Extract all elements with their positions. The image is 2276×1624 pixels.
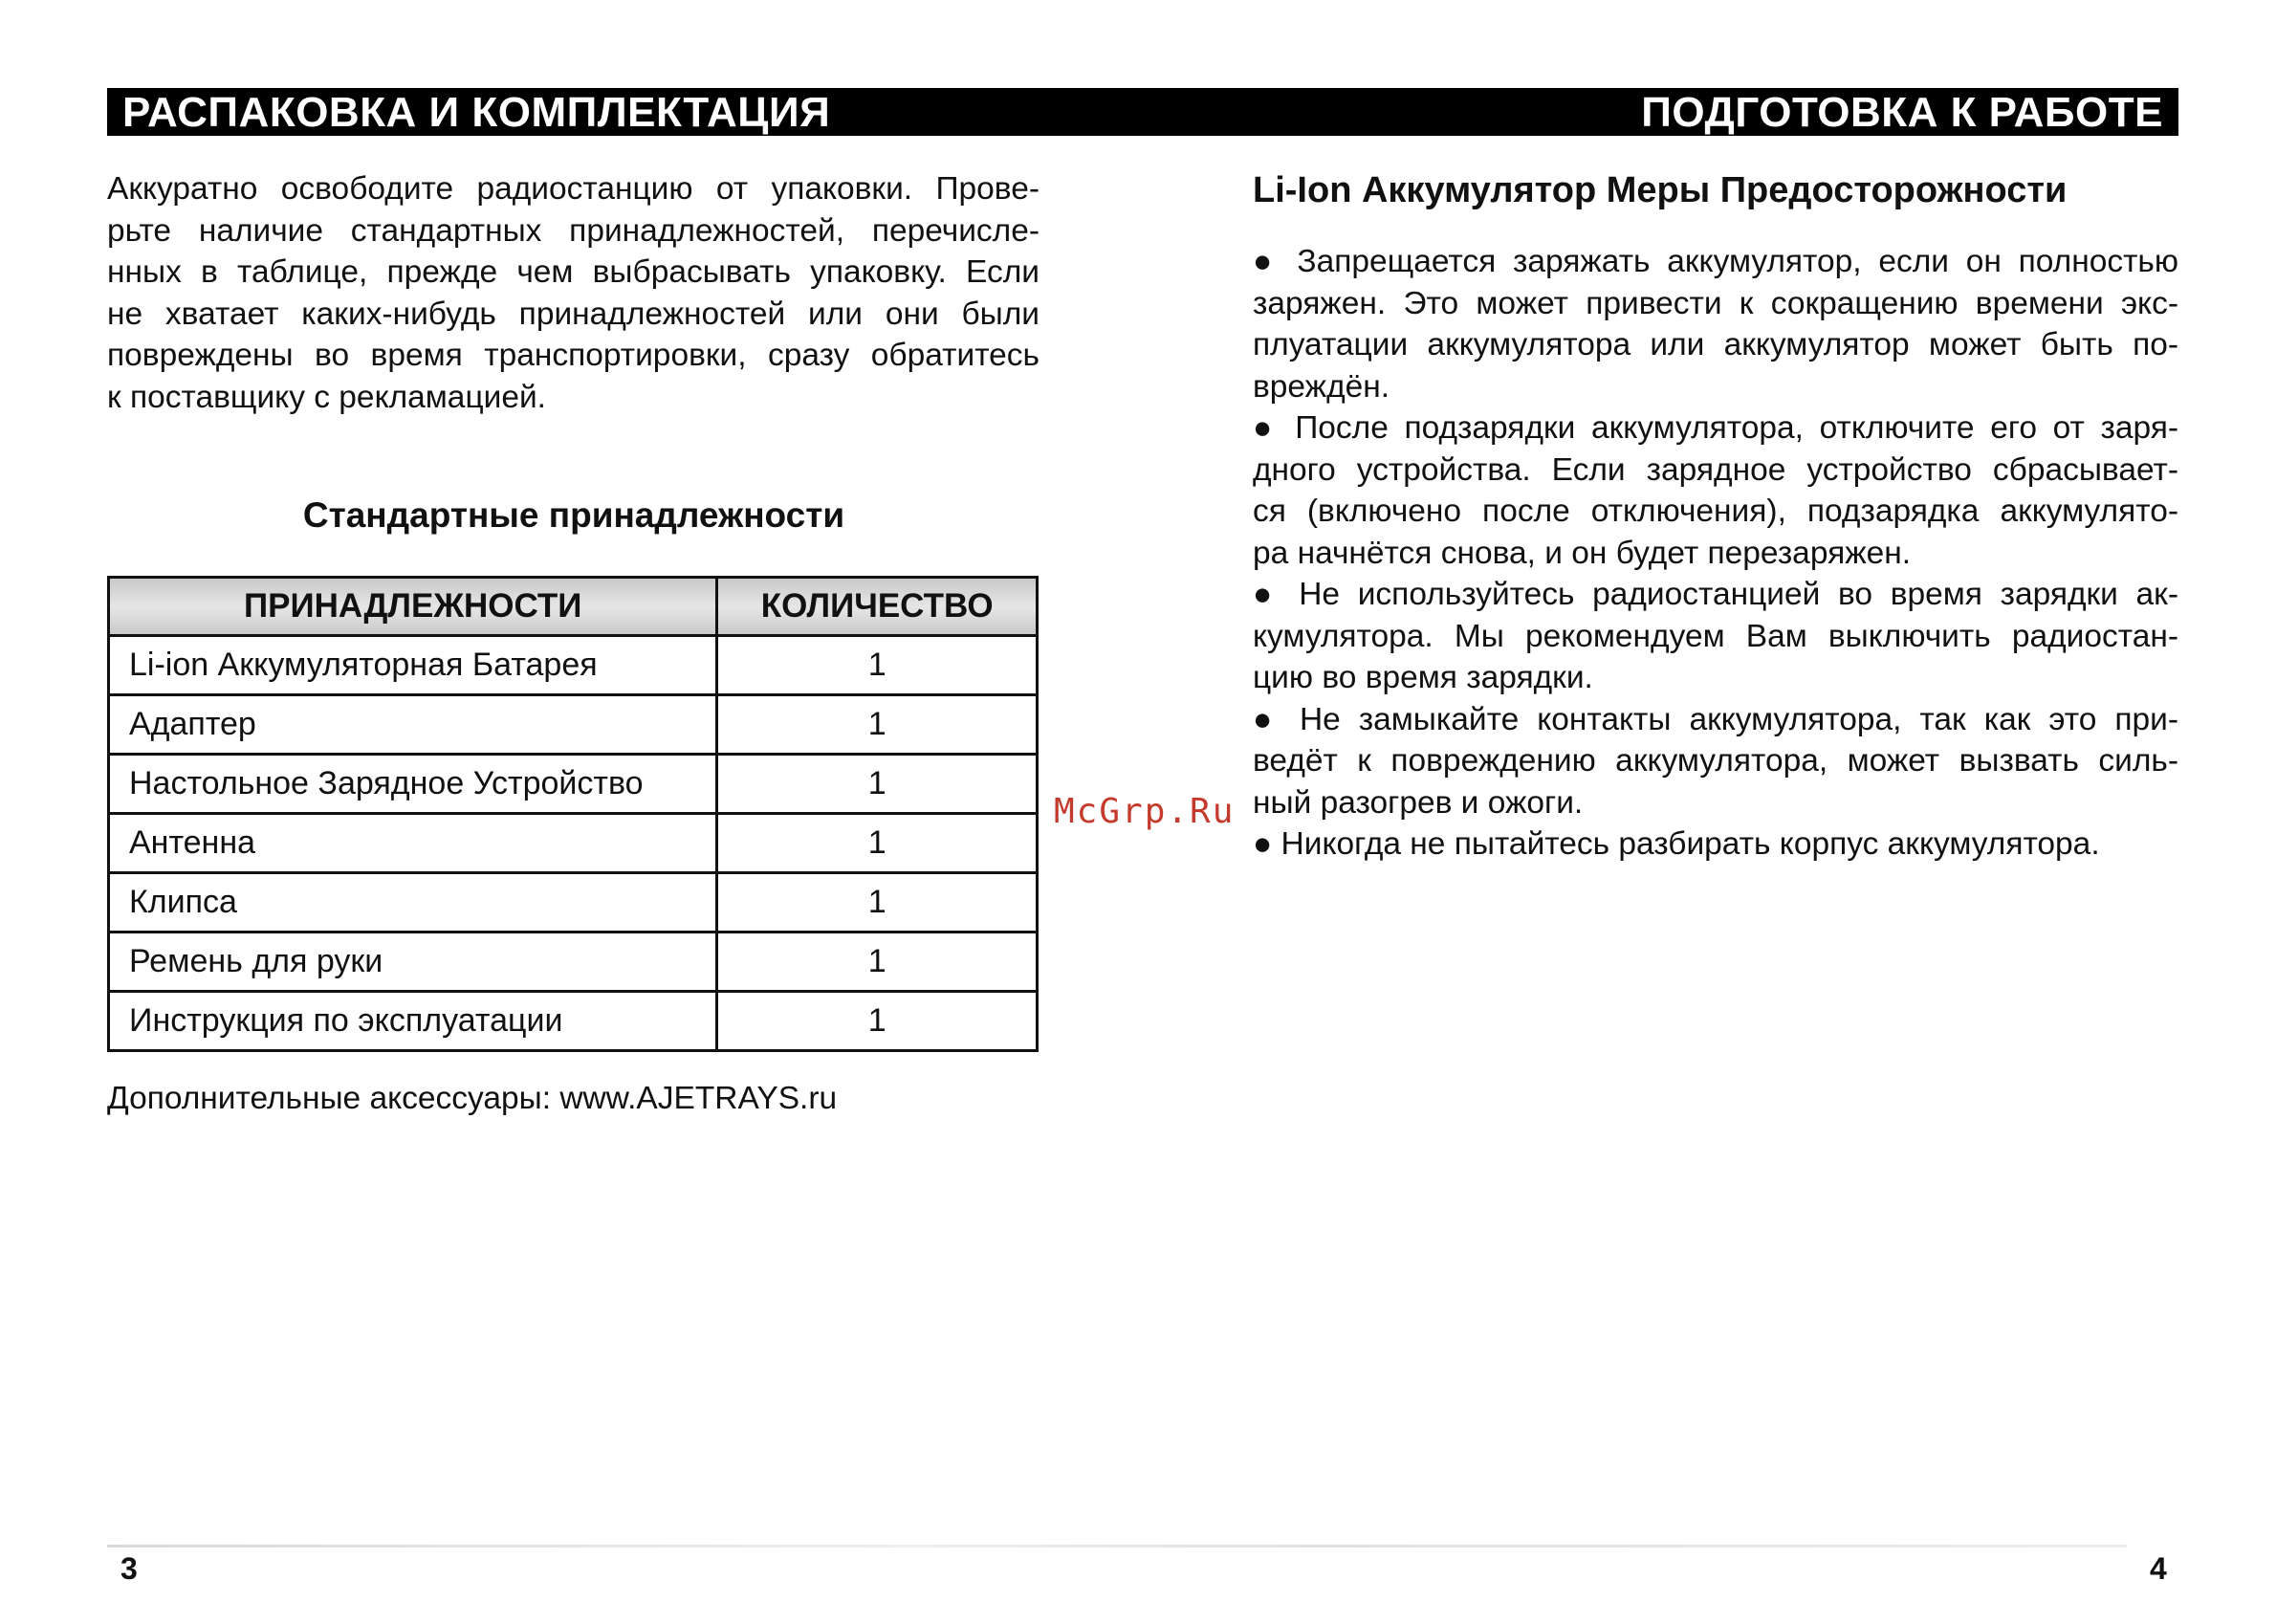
accessory-name: Клипса	[109, 873, 717, 933]
right-page-number: 4	[2150, 1551, 2167, 1586]
table-row	[109, 695, 1038, 755]
watermark: McGrp.Ru	[1054, 792, 1236, 831]
accessory-name: Ремень для руки	[109, 933, 717, 992]
footer-divider	[107, 1545, 2127, 1547]
accessory-quantity: 1	[717, 992, 1038, 1051]
intro-line: к поставщику с рекламацией.	[107, 379, 546, 415]
precaution-line: кумулятора. Мы рекомендуем Вам выключить радиостан-	[1253, 618, 2178, 654]
accessory-name: Адаптер	[109, 695, 717, 755]
unpacking-intro-paragraph	[107, 168, 1040, 418]
intro-line: повреждены во время транспортировки, сразу обратитесь	[107, 338, 1040, 373]
battery-precautions-list	[1253, 241, 2178, 866]
precaution-line: ● После подзарядки аккумулятора, отключите его от заря-	[1253, 410, 2178, 446]
precaution-line: вреждён.	[1253, 368, 1390, 405]
intro-line: Аккуратно освободите радиостанцию от упаковки. Прове-	[107, 171, 1040, 207]
table-row	[109, 755, 1038, 814]
accessories-table-title: Стандартные принадлежности	[302, 495, 845, 535]
table-row	[109, 992, 1038, 1051]
accessory-quantity: 1	[717, 755, 1038, 814]
accessory-name: Настольное Зарядное Устройство	[109, 755, 717, 814]
precaution-line: ● Никогда не пытайтесь разбирать корпус аккумулятора.	[1253, 826, 2100, 862]
table-row	[109, 933, 1038, 992]
intro-line: не хватает каких-нибудь принадлежностей или они были	[107, 296, 1040, 332]
precaution-line: ● Запрещается заряжать аккумулятор, если он полностью	[1253, 244, 2178, 279]
accessory-quantity: 1	[717, 814, 1038, 873]
precaution-line: плуатации аккумулятора или аккумулятор может быть по-	[1253, 327, 2178, 362]
precaution-line: ● Не используйтесь радиостанцией во время зарядки ак-	[1253, 577, 2178, 612]
table-row	[109, 873, 1038, 933]
precaution-line: ● Не замыкайте контакты аккумулятора, так как это при-	[1253, 701, 2178, 737]
accessory-name: Инструкция по эксплуатации	[109, 992, 717, 1051]
column-header-accessories: ПРИНАДЛЕЖНОСТИ	[109, 578, 717, 636]
precaution-line: ся (включено после отключения), подзарядка аккумулято-	[1253, 494, 2178, 529]
table-row	[109, 814, 1038, 873]
right-section-title: ПОДГОТОВКА К РАБОТЕ	[1641, 89, 2163, 136]
accessory-quantity: 1	[717, 933, 1038, 992]
battery-precautions-heading: Li-Ion Аккумулятор Меры Предосторожности	[1253, 170, 2068, 210]
accessory-quantity: 1	[717, 695, 1038, 755]
accessory-quantity: 1	[717, 873, 1038, 933]
intro-line: нных в таблице, прежде чем выбрасывать упаковку. Если	[107, 254, 1040, 290]
accessory-name: Li-ion Аккумуляторная Батарея	[109, 636, 717, 695]
precaution-line: ный разогрев и ожоги.	[1253, 784, 1584, 821]
precaution-line: дного устройства. Если зарядное устройство сбрасывает-	[1253, 451, 2178, 488]
table-row	[109, 636, 1038, 695]
precaution-line: заряжен. Это может привести к сокращению времени экс-	[1253, 285, 2178, 321]
left-section-title: РАСПАКОВКА И КОМПЛЕКТАЦИЯ	[122, 89, 831, 136]
accessory-quantity: 1	[717, 636, 1038, 695]
section-header-bar	[107, 88, 2178, 136]
precaution-line: цию во время зарядки.	[1253, 660, 1593, 695]
precaution-line: ведёт к повреждению аккумулятора, может вызвать силь-	[1253, 743, 2178, 779]
accessory-name: Антенна	[109, 814, 717, 873]
table-header-row	[109, 578, 1038, 636]
extra-accessories-note: Дополнительные аксессуары: www.AJETRAYS.ru	[107, 1081, 838, 1116]
intro-line: рьте наличие стандартных принадлежностей, перечисле-	[107, 212, 1040, 249]
column-header-quantity: КОЛИЧЕСТВО	[717, 578, 1038, 636]
precaution-line: ра начнётся снова, и он будет перезаряжен.	[1253, 535, 1912, 571]
accessories-table	[107, 576, 1039, 1052]
left-page-number: 3	[120, 1551, 138, 1586]
